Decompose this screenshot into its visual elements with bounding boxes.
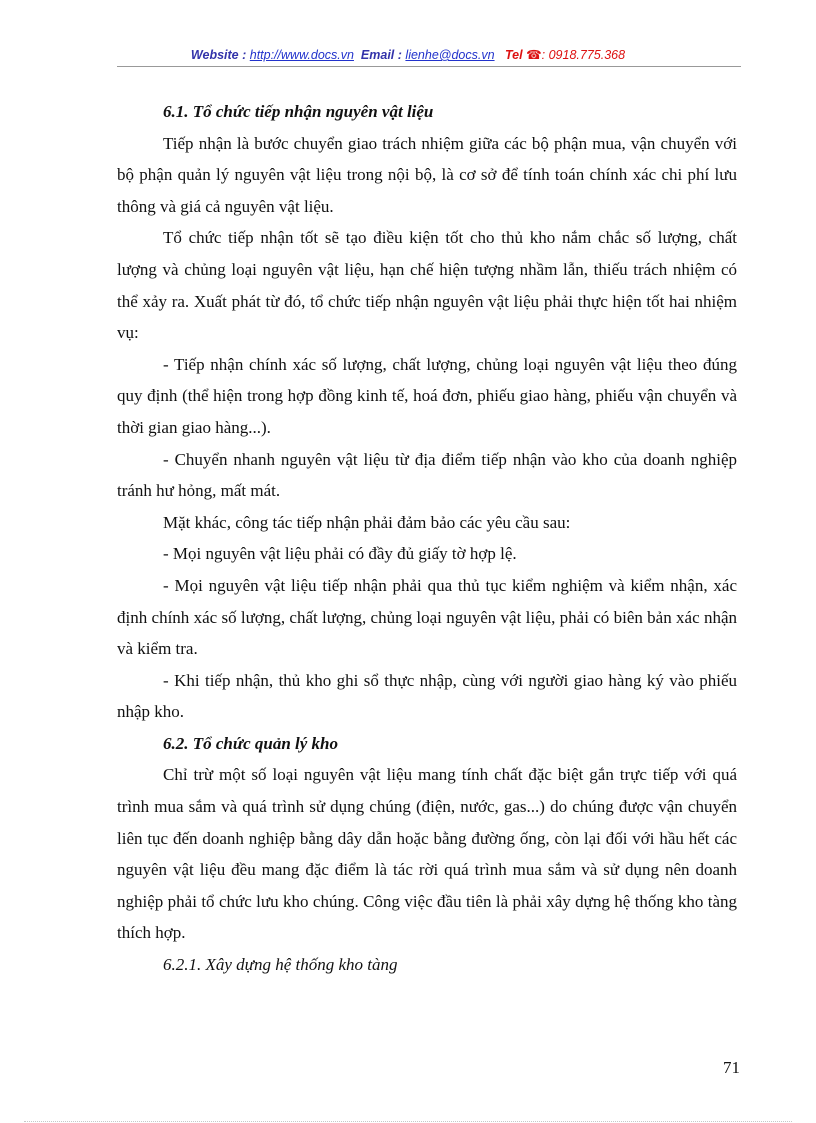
email-link[interactable]: lienhe@docs.vn bbox=[405, 48, 495, 62]
tel-number: : 0918.775.368 bbox=[541, 48, 626, 62]
email-separator: : bbox=[397, 48, 402, 62]
document-body bbox=[117, 96, 737, 981]
paragraph: - Chuyển nhanh nguyên vật liệu từ địa điểm tiếp nhận vào kho của doanh nghiệp tránh hư hỏng, mất mát. bbox=[117, 449, 737, 501]
paragraph: Chỉ trừ một số loại nguyên vật liệu mang tính chất đặc biệt gắn trực tiếp với quá trình mua sắm và quá trình sử dụng chúng (điện, nước, gas...) do chúng được vận chuyển liên tục đến doanh nghiệp bằng dây dẫn hoặc bằng đường ống, còn lại đối với hầu hết các nguyên vật liệu đều mang đặc điểm là tác rời quá trình mua sắm và sử dụng nên doanh nghiệp phải tổ chức lưu kho chúng. Công việc đầu tiên là phải xây dựng hệ thống kho tàng thích hợp. bbox=[117, 765, 737, 943]
paragraph: - Mọi nguyên vật liệu tiếp nhận phải qua thủ tục kiểm nghiệm và kiểm nhận, xác định chính xác số lượng, chất lượng, chủng loại nguyên vật liệu, phải có biên bản xác nhận và kiểm tra. bbox=[117, 575, 737, 659]
paragraph: - Khi tiếp nhận, thủ kho ghi sổ thực nhập, cùng với người giao hàng ký vào phiếu nhập kho. bbox=[117, 670, 737, 722]
footer-divider bbox=[24, 1121, 792, 1122]
paragraph: Mặt khác, công tác tiếp nhận phải đảm bảo các yêu cầu sau: bbox=[163, 512, 571, 532]
email-label: Email bbox=[360, 48, 395, 62]
website-link[interactable]: http://www.docs.vn bbox=[249, 48, 354, 62]
section-heading-6-1: 6.1. Tổ chức tiếp nhận nguyên vật liệu bbox=[163, 102, 434, 121]
subsection-heading-6-2-1: 6.2.1. Xây dựng hệ thống kho tàng bbox=[163, 955, 398, 975]
header-divider bbox=[117, 66, 741, 67]
tel-label: Tel bbox=[504, 48, 523, 62]
page-number: 71 bbox=[723, 1058, 740, 1077]
paragraph: - Mọi nguyên vật liệu phải có đầy đủ giấy tờ hợp lệ. bbox=[163, 544, 517, 564]
page-header bbox=[0, 47, 816, 62]
paragraph: Tổ chức tiếp nhận tốt sẽ tạo điều kiện tốt cho thủ kho nắm chắc số lượng, chất lượng và chủng loại nguyên vật liệu, hạn chế hiện tượng nhầm lẫn, thiếu trách nhiệm có thể xảy ra. Xuất phát từ đó, tổ chức tiếp nhận nguyên vật liệu phải thực hiện tốt hai nhiệm vụ: bbox=[117, 228, 737, 343]
phone-icon: ☎ bbox=[526, 48, 542, 62]
section-heading-6-2: 6.2. Tổ chức quản lý kho bbox=[163, 733, 338, 753]
website-label: Website : bbox=[190, 48, 247, 62]
paragraph: Tiếp nhận là bước chuyển giao trách nhiệm giữa các bộ phận mua, vận chuyển với bộ phận quản lý nguyên vật liệu trong nội bộ, là cơ sở để tính toán chính xác chi phí lưu thông và giá cả nguyên vật liệu. bbox=[117, 133, 737, 216]
paragraph: - Tiếp nhận chính xác số lượng, chất lượng, chủng loại nguyên vật liệu theo đúng quy định (thể hiện trong hợp đồng kinh tế, hoá đơn, phiếu giao hàng, phiếu vận chuyển và thời gian giao hàng...). bbox=[117, 354, 737, 437]
